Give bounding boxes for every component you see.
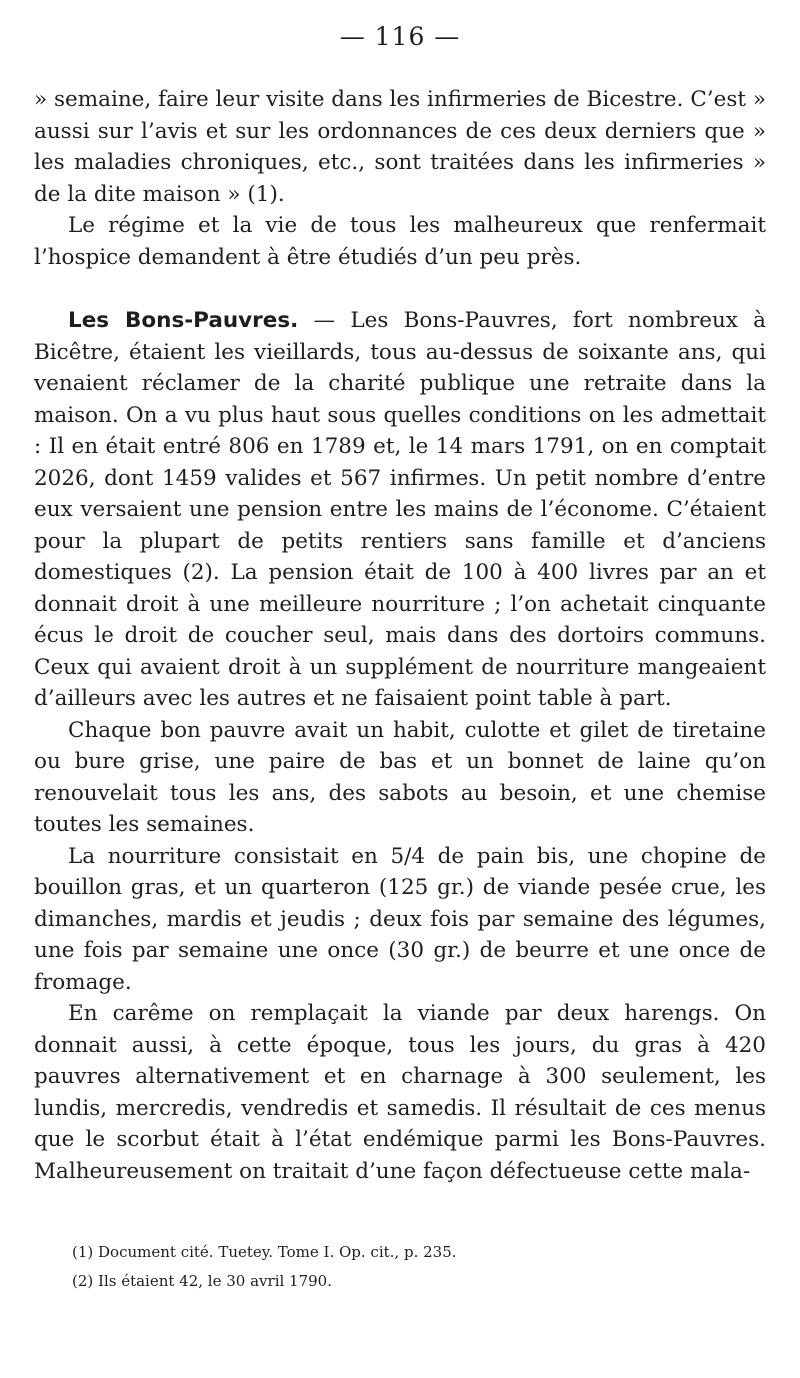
paragraph-clothing: Chaque bon pauvre avait un habit, culotte et gilet de tiretaine ou bure grise, une paire de bas et un bonnet de laine qu’on renouvelait tous les ans, des sabots au besoin, et une chemise toutes les semaines. — [34, 717, 766, 837]
footnote-2: (2) Ils étaient 42, le 30 avril 1790. — [72, 1272, 332, 1290]
paragraph-continuation: » semaine, faire leur visite dans les infirmeries de Bicestre. C’est » aussi sur l’avis et sur les ordonnances de ces deux derniers que » les maladies chroniques, etc., sont traitées dans les infirmeries » de la dite maison » (1). — [34, 87, 766, 207]
paragraph-bons-pauvres-text: — Les Bons-Pauvres, fort nombreux à Bicêtre, étaient les vieillards, tous au-dessus de soixante ans, qui venaient réclamer de la charité publique une retraite dans la maison. On a vu plus haut sous quelles conditions on les admettait : Il en était entré 806 en 1789 et, le 14 mars 1791, on en comptait 2026, dont 1459 valides et 567 infirmes. Un petit nombre d’entre eux versaient une pension entre les mains de l’économe. C’étaient pour la plupart de petits rentiers sans famille et d’anciens domestiques (2). La pension était de 100 à 400 livres par an et donnait droit à une meilleure nourriture ; l’on achetait cinquante écus le droit de coucher seul, mais dans des dortoirs communs. Ceux qui avaient droit à un supplément de nourriture mangeaient d’ailleurs avec les autres et ne faisaient point table à part. — [34, 308, 766, 711]
page-number: — 116 — — [339, 22, 461, 51]
paragraph-bons-pauvres — [34, 305, 766, 715]
footnotes — [72, 1238, 772, 1296]
paragraph-lent: En carême on remplaçait la viande par deux harengs. On donnait aussi, à cette époque, tous les jours, du gras à 420 pauvres alternativement et en charnage à 300 seulement, les lundis, mercredis, vendredis et samedis. Il résultait de ces menus que le scorbut était à l’état endémique parmi les Bons-Pauvres. Malheureusement on traitait d’une façon défectueuse cette mala- — [34, 1001, 766, 1184]
footnote-1: (1) Document cité. Tuetey. Tome I. Op. cit., p. 235. — [72, 1243, 457, 1261]
paragraph-regime: Le régime et la vie de tous les malheureux que renfermait l’hospice demandent à être étudiés d’un peu près. — [34, 213, 766, 270]
paragraph-food: La nourriture consistait en 5/4 de pain bis, une chopine de bouillon gras, et un quarteron (125 gr.) de viande pesée crue, les dimanches, mardis et jeudis ; deux fois par semaine des légumes, une fois par semaine une once (30 gr.) de beurre et une once de fromage. — [34, 843, 766, 995]
body-text — [34, 84, 766, 1187]
section-heading: Les Bons-Pauvres. — [68, 308, 299, 333]
